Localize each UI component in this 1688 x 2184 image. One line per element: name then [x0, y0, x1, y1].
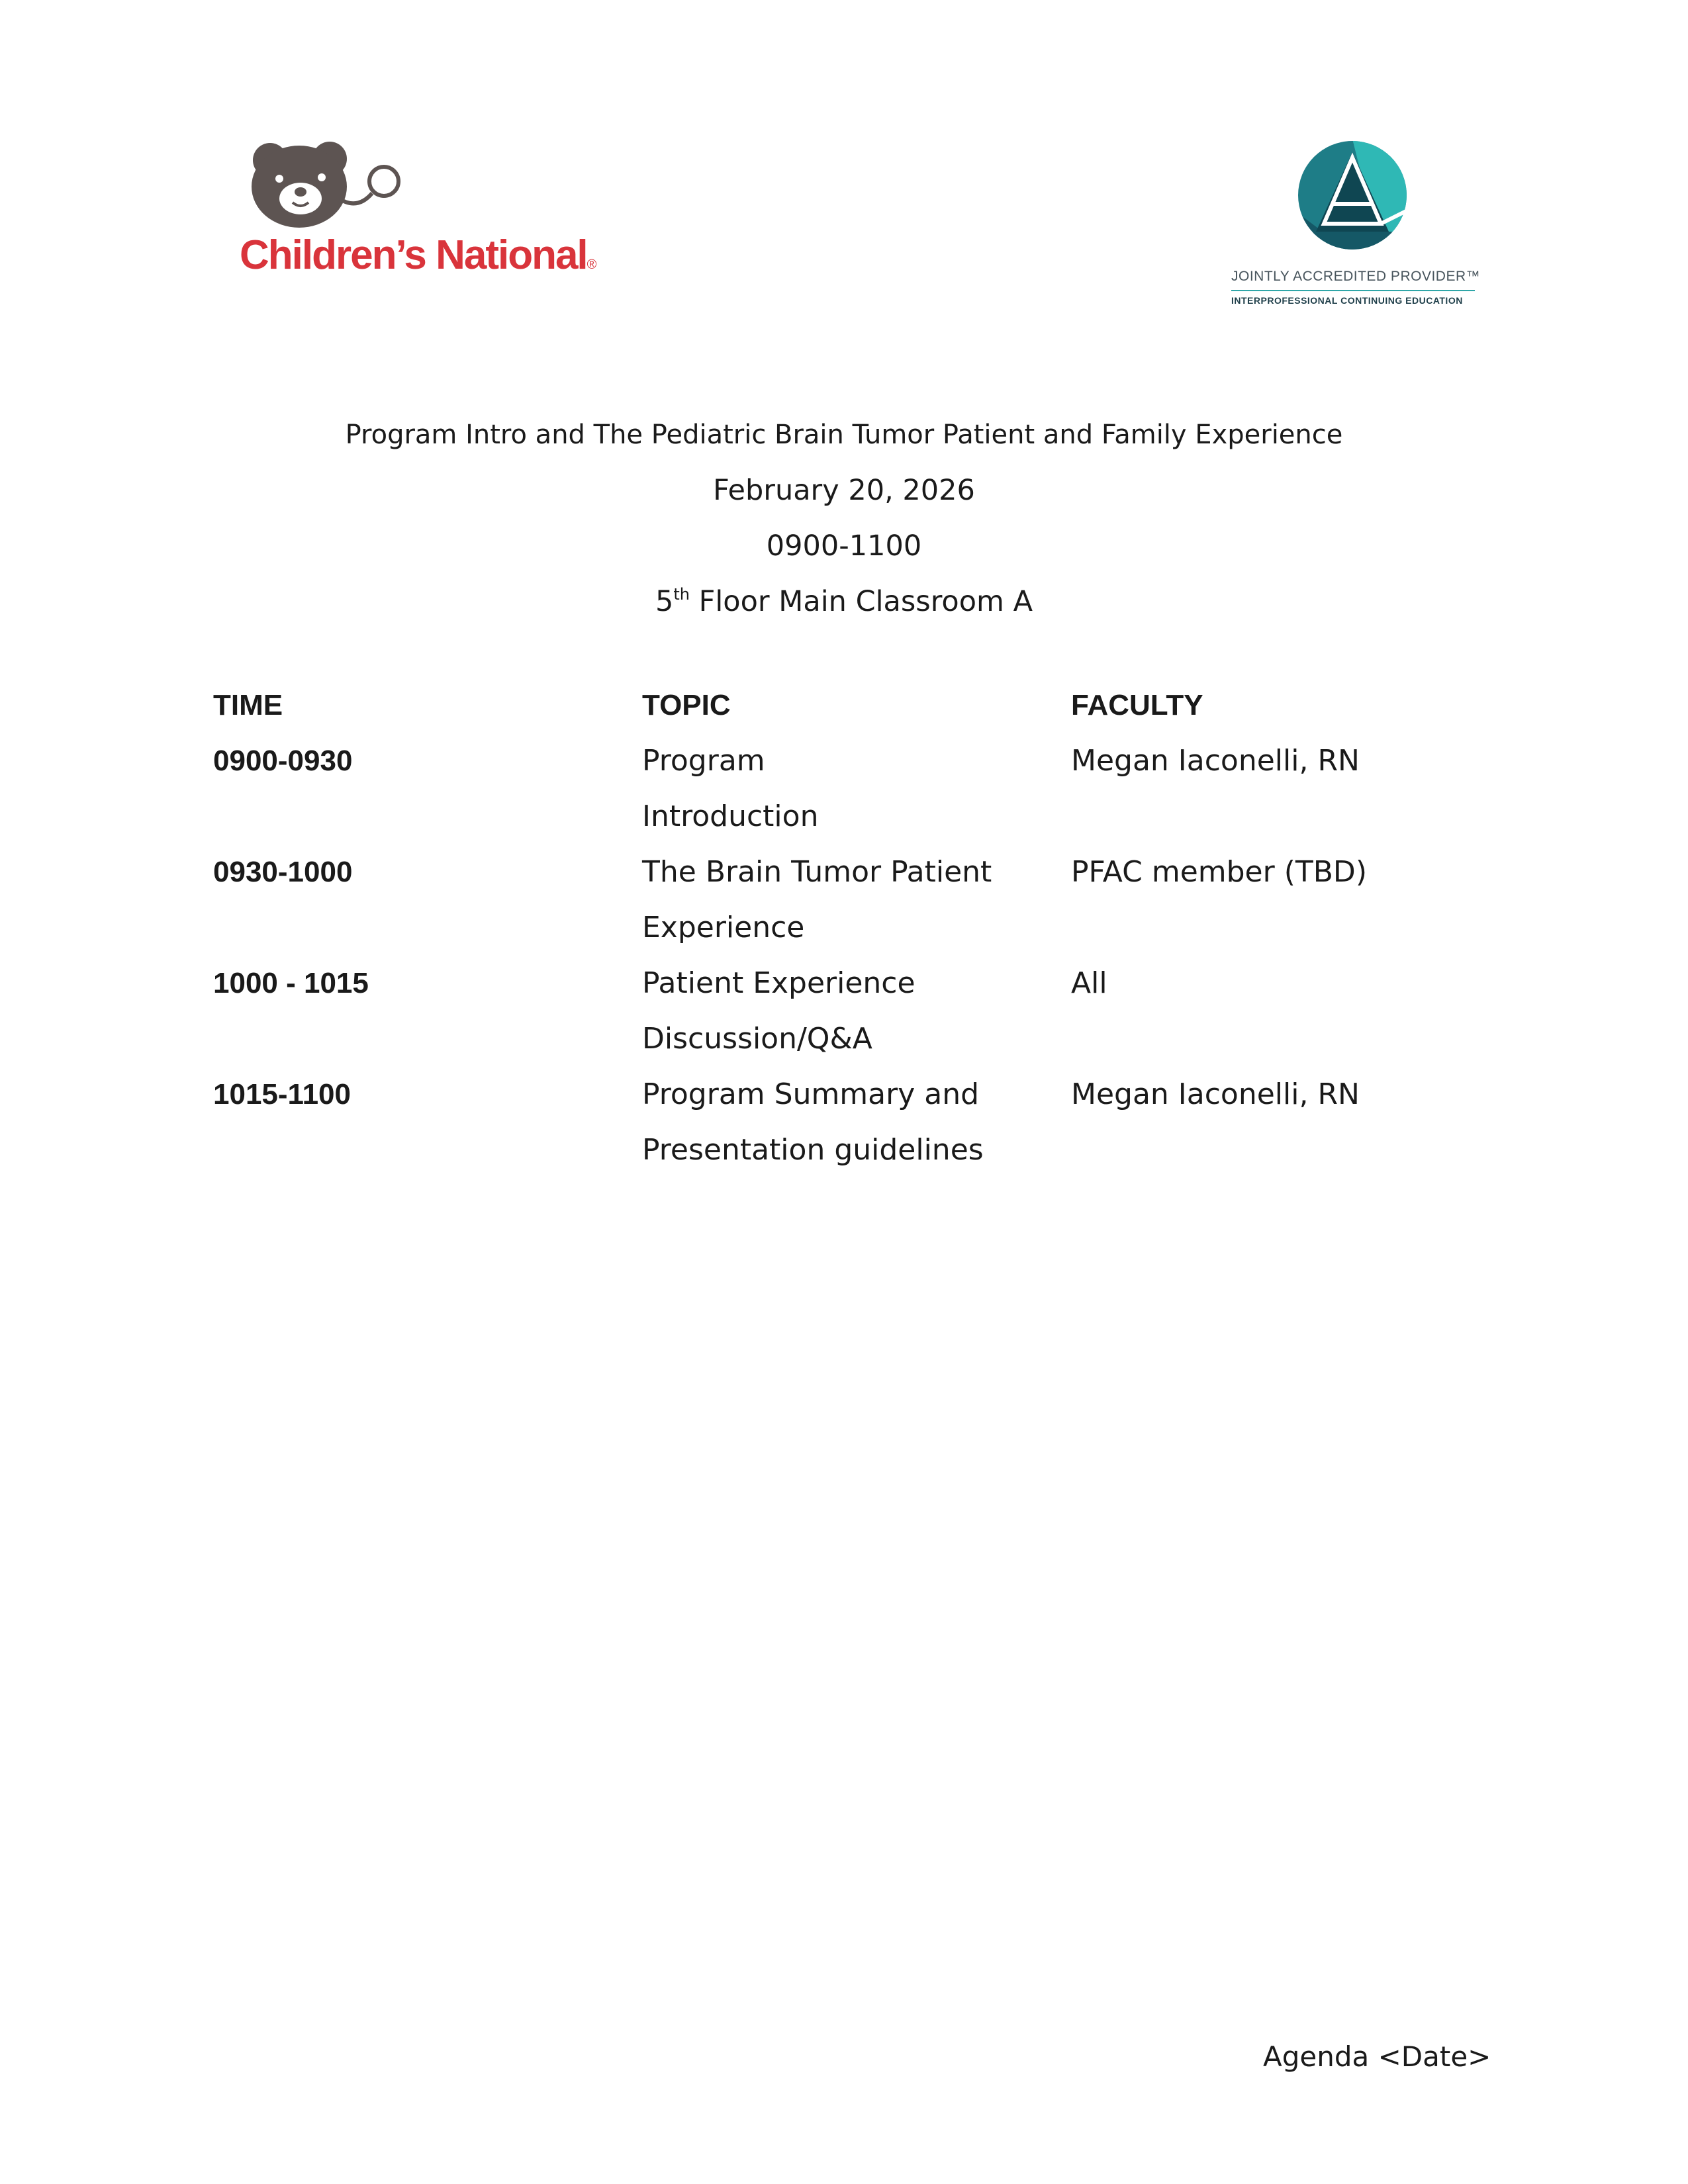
header-time: TIME — [213, 689, 283, 721]
agenda-time: 0930-1000 — [213, 856, 353, 888]
agenda-faculty: PFAC member (TBD) — [1071, 855, 1367, 889]
jap-provider-text: JOINTLY ACCREDITED PROVIDER™ — [1231, 269, 1481, 284]
event-title: Program Intro and The Pediatric Brain Tumor Patient and Family Experience — [345, 420, 1343, 450]
event-time: 0900-1100 — [766, 529, 922, 563]
agenda-topic: Program Introduction — [642, 744, 819, 833]
header-topic: TOPIC — [642, 689, 731, 721]
agenda-topic: The Brain Tumor Patient Experience — [642, 855, 992, 944]
accreditation-triangle-icon — [1296, 139, 1409, 251]
event-header — [0, 407, 1688, 629]
event-date: February 20, 2026 — [713, 474, 975, 507]
agenda-time: 1015-1100 — [213, 1078, 351, 1111]
page-footer: Agenda <Date> — [1263, 2040, 1491, 2073]
agenda-faculty: All — [1071, 966, 1107, 1000]
agenda-time: 1000 - 1015 — [213, 967, 369, 999]
jap-divider — [1231, 290, 1475, 291]
childrens-national-logo — [240, 138, 597, 280]
agenda-time: 0900-0930 — [213, 745, 353, 777]
teddy-bear-icon — [240, 138, 412, 230]
jap-education-text: INTERPROFESSIONAL CONTINUING EDUCATION — [1231, 295, 1463, 306]
agenda-topic: Patient Experience Discussion/Q&A — [642, 966, 915, 1056]
agenda-faculty: Megan Iaconelli, RN — [1071, 744, 1360, 778]
agenda-faculty: Megan Iaconelli, RN — [1071, 1077, 1360, 1111]
childrens-national-wordmark: Children’s National® — [240, 232, 597, 278]
agenda-topic: Program Summary and Presentation guidelines — [642, 1077, 984, 1167]
header-faculty: FACULTY — [1071, 689, 1203, 721]
event-location: 5th Floor Main Classroom A — [655, 585, 1033, 618]
jointly-accredited-provider-logo — [1218, 139, 1483, 314]
